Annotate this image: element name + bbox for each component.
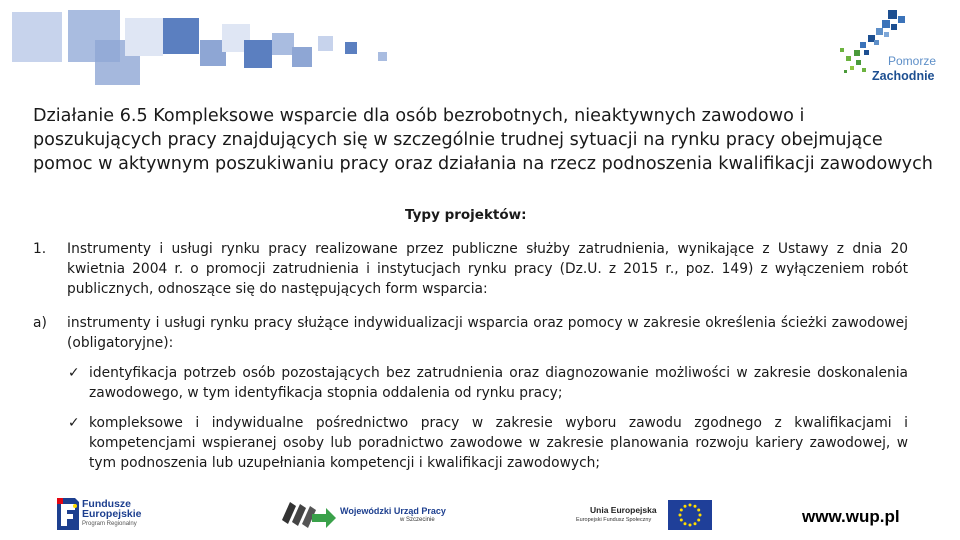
checkmark-icon: ✓ — [68, 415, 80, 431]
deco-square — [125, 18, 163, 56]
check-item — [67, 363, 908, 403]
list-item-text: Instrumenty i usługi rynku pracy realizowane przez publiczne służby zatrudnienia, wynikające z Ustawy z dnia 20 kwietnia 2004 r. o promocji zatrudnienia i instytucjach rynku pracy (Dz.U. z 2015 r., poz. 149) z wyłączeniem robót publicznych, odnoszące się do następujących form wsparcia: — [67, 241, 908, 297]
deco-square — [318, 36, 333, 51]
deco-square — [292, 47, 312, 67]
deco-square — [378, 52, 387, 61]
deco-square — [345, 42, 357, 54]
fe-line3: Program Regionalny — [82, 521, 137, 527]
eu-logo-text: Unia Europejska — [590, 505, 657, 515]
check-item — [67, 413, 908, 473]
logo-text-zachodnie: Zachodnie — [872, 69, 935, 83]
checkmark-icon: ✓ — [68, 365, 80, 381]
check-list — [67, 363, 908, 473]
fe-line2: Europejskie — [82, 508, 142, 520]
check-item-text: identyfikacja potrzeb osób pozostających bez zatrudnienia oraz diagnozowanie możliwości w zakresie doskonalenia zawodowego, w tym identyfikacja stopnia oddalenia od rynku pracy; — [89, 365, 908, 401]
logo-text-pomorze: Pomorze — [888, 54, 937, 68]
wup-logo-subtext: w Szczecinie — [400, 517, 435, 523]
website-link[interactable]: www.wup.pl — [802, 507, 900, 526]
list-item-a — [33, 313, 908, 353]
list-item-1 — [33, 239, 908, 299]
eu-logo-subtext: Europejski Fundusz Społeczny — [576, 517, 652, 523]
deco-square — [244, 40, 272, 68]
fundusze-europejskie-icon — [55, 496, 81, 532]
list-item-text: instrumenty i usługi rynku pracy służące indywidualizacji wsparcia oraz pomocy w zakresie określenia ścieżki zawodowej (obligatoryjne): — [67, 315, 908, 351]
page-title: Działanie 6.5 Kompleksowe wsparcie dla osób bezrobotnych, nieaktywnych zawodowo i poszukujących pracy znajdujących się w szczególnie trudnej sytuacji na rynku pracy obejmujące pomoc w aktywnym poszukiwaniu pracy oraz działania na rzecz podnoszenia kwalifikacji zawodowych — [33, 106, 933, 174]
wup-logo-text: Wojewódzki Urząd Pracy — [340, 506, 446, 516]
check-item-text: kompleksowe i indywidualne pośrednictwo pracy w zakresie wyboru zawodu zgodnego z kwalifikacjami i kompetencjami wspieranej osoby lub poradnictwo zawodowe w zakresie planowania rozwoju kariery zawodowej, w tym podnoszenia lub uzupełniania kompetencji i kwalifikacji zawodowych; — [89, 415, 908, 471]
fe-line1: Fundusze — [82, 498, 131, 510]
list-marker: a) — [33, 315, 47, 331]
deco-square — [163, 18, 199, 54]
list-marker: 1. — [33, 241, 47, 257]
eu-flag-icon — [668, 500, 712, 530]
types-heading: Typy projektów: — [405, 207, 527, 223]
wup-logo-icon — [278, 498, 338, 530]
fundusze-europejskie-logo — [82, 499, 142, 529]
deco-square — [272, 33, 294, 55]
deco-square — [12, 12, 62, 62]
